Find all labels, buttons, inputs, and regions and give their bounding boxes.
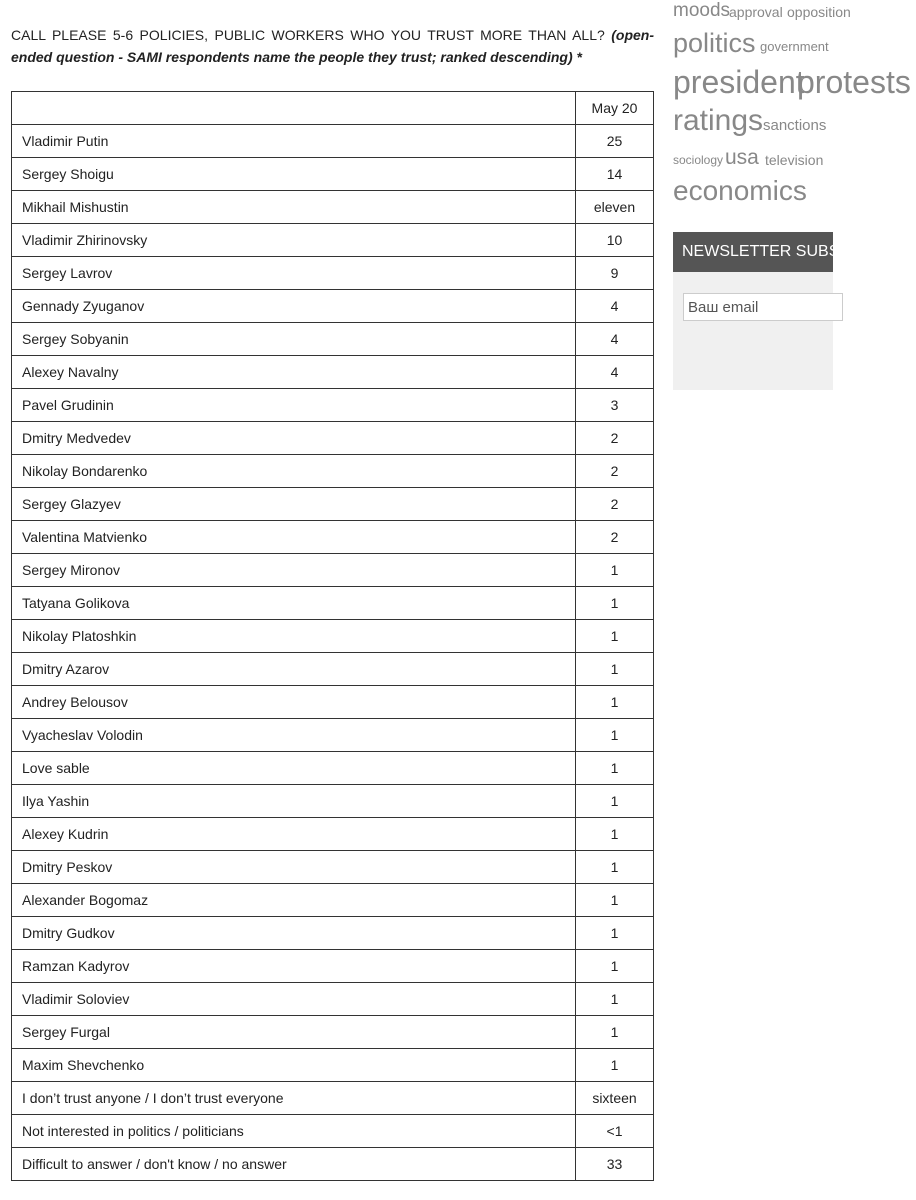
respondent-answer: Pavel Grudinin bbox=[12, 389, 576, 422]
percentage-value: 33 bbox=[576, 1148, 654, 1181]
respondent-answer: Nikolay Platoshkin bbox=[12, 620, 576, 653]
respondent-answer: Tatyana Golikova bbox=[12, 587, 576, 620]
table-row bbox=[12, 719, 654, 752]
respondent-answer: Sergey Furgal bbox=[12, 1016, 576, 1049]
percentage-value: 4 bbox=[576, 356, 654, 389]
table-row bbox=[12, 983, 654, 1016]
respondent-answer: Alexander Bogomaz bbox=[12, 884, 576, 917]
respondent-answer: Sergey Sobyanin bbox=[12, 323, 576, 356]
table-row bbox=[12, 1016, 654, 1049]
respondent-answer: Mikhail Mishustin bbox=[12, 191, 576, 224]
respondent-answer: Ramzan Kadyrov bbox=[12, 950, 576, 983]
table-row bbox=[12, 290, 654, 323]
question-text: CALL PLEASE 5-6 POLICIES, PUBLIC WORKERS WHO YOU TRUST MORE THAN ALL? bbox=[11, 27, 612, 43]
percentage-value: 1 bbox=[576, 620, 654, 653]
percentage-value: 1 bbox=[576, 851, 654, 884]
survey-question bbox=[11, 24, 654, 68]
table-row bbox=[12, 488, 654, 521]
header-empty-cell bbox=[12, 92, 576, 125]
tag-usa[interactable]: usa bbox=[725, 146, 759, 169]
respondent-answer: Dmitry Peskov bbox=[12, 851, 576, 884]
percentage-value: <1 bbox=[576, 1115, 654, 1148]
respondent-answer: Sergey Shoigu bbox=[12, 158, 576, 191]
newsletter-widget bbox=[673, 232, 916, 390]
table-row bbox=[12, 554, 654, 587]
percentage-value: 1 bbox=[576, 1049, 654, 1082]
table-row bbox=[12, 422, 654, 455]
table-row bbox=[12, 884, 654, 917]
percentage-value: 1 bbox=[576, 950, 654, 983]
respondent-answer: Maxim Shevchenko bbox=[12, 1049, 576, 1082]
respondent-answer: Vladimir Soloviev bbox=[12, 983, 576, 1016]
respondent-answer: Vladimir Putin bbox=[12, 125, 576, 158]
table-row bbox=[12, 1082, 654, 1115]
table-row bbox=[12, 125, 654, 158]
percentage-value: 1 bbox=[576, 818, 654, 851]
percentage-value: sixteen bbox=[576, 1082, 654, 1115]
table-row bbox=[12, 158, 654, 191]
tag-opposition[interactable]: opposition bbox=[787, 4, 851, 20]
respondent-answer: Love sable bbox=[12, 752, 576, 785]
respondent-answer: Dmitry Azarov bbox=[12, 653, 576, 686]
table-row bbox=[12, 1148, 654, 1181]
respondent-answer: Nikolay Bondarenko bbox=[12, 455, 576, 488]
table-row bbox=[12, 323, 654, 356]
percentage-value: 1 bbox=[576, 653, 654, 686]
table-row bbox=[12, 686, 654, 719]
table-row bbox=[12, 818, 654, 851]
email-input[interactable] bbox=[683, 293, 843, 321]
percentage-value: 1 bbox=[576, 719, 654, 752]
respondent-answer: Alexey Navalny bbox=[12, 356, 576, 389]
respondent-answer: Not interested in politics / politicians bbox=[12, 1115, 576, 1148]
table-row bbox=[12, 851, 654, 884]
percentage-value: 1 bbox=[576, 884, 654, 917]
table-row bbox=[12, 950, 654, 983]
newsletter-title: NEWSLETTER SUBSCRIPTION bbox=[673, 232, 833, 272]
percentage-value: 1 bbox=[576, 686, 654, 719]
column-header-date: May 20 bbox=[576, 92, 654, 125]
percentage-value: 4 bbox=[576, 290, 654, 323]
table-row bbox=[12, 587, 654, 620]
percentage-value: 1 bbox=[576, 785, 654, 818]
table-row bbox=[12, 455, 654, 488]
tag-protests[interactable]: protests bbox=[797, 64, 911, 100]
table-row bbox=[12, 389, 654, 422]
percentage-value: 2 bbox=[576, 422, 654, 455]
respondent-answer: Gennady Zyuganov bbox=[12, 290, 576, 323]
respondent-answer: Valentina Matvienko bbox=[12, 521, 576, 554]
percentage-value: 1 bbox=[576, 554, 654, 587]
respondent-answer: Sergey Lavrov bbox=[12, 257, 576, 290]
respondent-answer: Ilya Yashin bbox=[12, 785, 576, 818]
tag-politics[interactable]: politics bbox=[673, 28, 756, 58]
question-note: (open-ended question - SAMI respondents name the people they trust; ranked descending) * bbox=[11, 27, 654, 65]
table-row bbox=[12, 917, 654, 950]
percentage-value: 1 bbox=[576, 983, 654, 1016]
percentage-value: 3 bbox=[576, 389, 654, 422]
table-row bbox=[12, 620, 654, 653]
percentage-value: 1 bbox=[576, 917, 654, 950]
percentage-value: 1 bbox=[576, 752, 654, 785]
table-row bbox=[12, 191, 654, 224]
table-header-row bbox=[12, 92, 654, 125]
table-row bbox=[12, 1115, 654, 1148]
trust-ranking-table bbox=[11, 91, 654, 1181]
tag-moods[interactable]: moods bbox=[673, 0, 731, 21]
tag-sanctions[interactable]: sanctions bbox=[763, 117, 827, 134]
respondent-answer: Difficult to answer / don't know / no answer bbox=[12, 1148, 576, 1181]
table-row bbox=[12, 356, 654, 389]
tag-economics[interactable]: economics bbox=[673, 175, 807, 206]
percentage-value: 2 bbox=[576, 521, 654, 554]
tag-government[interactable]: government bbox=[760, 39, 829, 54]
respondent-answer: Dmitry Gudkov bbox=[12, 917, 576, 950]
percentage-value: 14 bbox=[576, 158, 654, 191]
respondent-answer: Vladimir Zhirinovsky bbox=[12, 224, 576, 257]
table-row bbox=[12, 653, 654, 686]
table-row bbox=[12, 752, 654, 785]
respondent-answer: Sergey Glazyev bbox=[12, 488, 576, 521]
table-row bbox=[12, 521, 654, 554]
respondent-answer: Dmitry Medvedev bbox=[12, 422, 576, 455]
percentage-value: 9 bbox=[576, 257, 654, 290]
percentage-value: 1 bbox=[576, 1016, 654, 1049]
percentage-value: 2 bbox=[576, 455, 654, 488]
respondent-answer: Sergey Mironov bbox=[12, 554, 576, 587]
tag-ratings[interactable]: ratings bbox=[673, 104, 764, 137]
percentage-value: 2 bbox=[576, 488, 654, 521]
table-row bbox=[12, 224, 654, 257]
respondent-answer: Alexey Kudrin bbox=[12, 818, 576, 851]
respondent-answer: Andrey Belousov bbox=[12, 686, 576, 719]
respondent-answer: Vyacheslav Volodin bbox=[12, 719, 576, 752]
tag-approval[interactable]: approval bbox=[729, 4, 783, 20]
table-row bbox=[12, 785, 654, 818]
table-row bbox=[12, 1049, 654, 1082]
percentage-value: eleven bbox=[576, 191, 654, 224]
tag-president[interactable]: president bbox=[673, 64, 805, 100]
tag-sociology[interactable]: sociology bbox=[673, 153, 724, 167]
tag-television[interactable]: television bbox=[765, 152, 824, 168]
percentage-value: 25 bbox=[576, 125, 654, 158]
percentage-value: 4 bbox=[576, 323, 654, 356]
respondent-answer: I don’t trust anyone / I don’t trust everyone bbox=[12, 1082, 576, 1115]
table-row bbox=[12, 257, 654, 290]
percentage-value: 1 bbox=[576, 587, 654, 620]
percentage-value: 10 bbox=[576, 224, 654, 257]
